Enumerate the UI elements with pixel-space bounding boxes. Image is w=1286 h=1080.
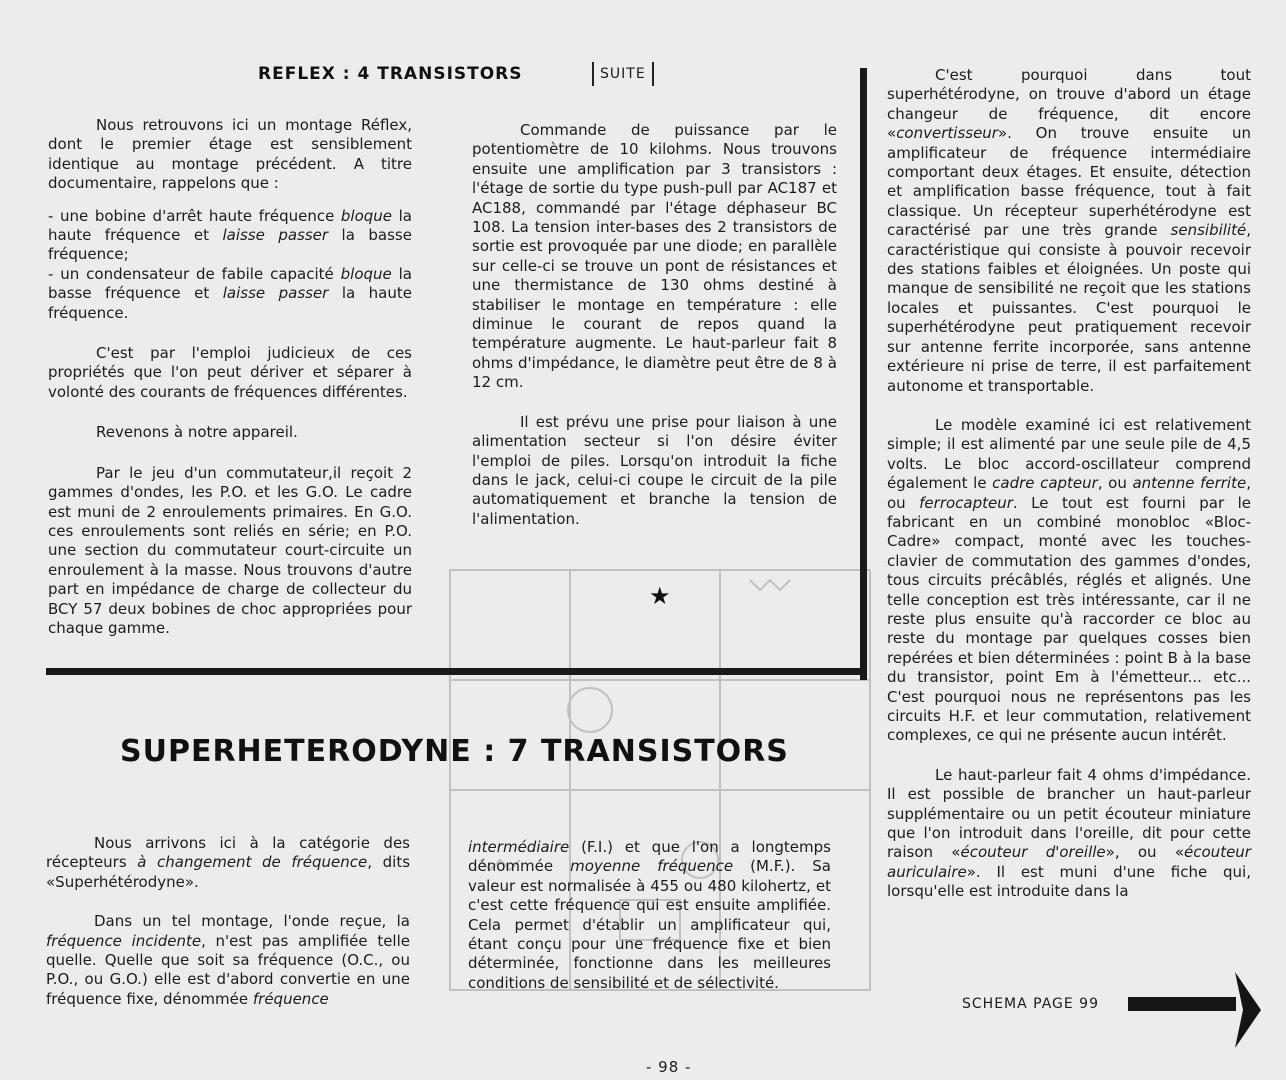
schema-page-reference: SCHEMA PAGE 99 <box>962 996 1099 1012</box>
paragraph: - une bobine d'arrêt haute fréquence bloque la haute fréquence et laisse passer la basse fréquence; <box>48 206 412 264</box>
paragraph: Nous arrivons ici à la catégorie des récepteurs à changement de fréquence, dits «Superhétérodyne». <box>46 834 411 891</box>
star-ornament: ★ <box>649 582 671 610</box>
column-4 <box>46 834 410 1022</box>
paragraph: Commande de puissance par le potentiomètre de 10 kilohms. Nous trouvons ensuite une amplification par 3 transistors : l'étage de sortie du type push-pull par AC187 et AC188, commandé par l'étage déphaseur BC 108. La tension inter-bases des 2 transistors de sortie est provoquée par une diode; en parallèle sur celle-ci se trouve un pont de résistances et une thermistance de 130 ohms destiné à stabiliser le montage en température : elle diminue le courant de repos quand la température augmente. Le haut-parleur fait 8 ohms d'impédance, le diamètre peut être de 8 à 12 cm. <box>472 121 837 392</box>
arrow-right-icon <box>1195 970 1265 1050</box>
paragraph: intermédiaire (F.I.) et que l'on a longtemps dénommée moyenne fréquence (M.F.). Sa valeur est normalisée à 455 ou 480 kilohertz, et c'est cette fréquence qui est ensuite amplifiée. Cela permet d'établir un amplificateur qui, étant conçu pour une fréquence fixe et bien déterminée, fonctionne dans les meilleures conditions de sensibilité et de sélectivité. <box>468 838 832 992</box>
column-5 <box>468 838 831 1006</box>
suite-label: SUITE <box>592 62 654 86</box>
column-1 <box>48 116 412 651</box>
paragraph: Revenons à notre appareil. <box>96 423 298 442</box>
page-number: - 98 - <box>646 1058 692 1076</box>
paragraph: Le modèle examiné ici est relativement simple; il est alimenté par une seule pile de 4,5 volts. Le bloc accord-oscillateur comprend également le cadre capteur, ou antenne ferrite, ou ferrocapteur. Le tout est fourni par le fabricant en un combiné monobloc «Bloc-Cadre» compact, monté avec les touches-clavier de commutation des gammes d'ondes, tous circuits précâblés, réglés et alignés. Une telle conception est très intéressante, car il ne reste plus ensuite qu'à raccorder ce bloc au reste du montage par quelques cosses bien repérées et bien déterminées : point B à la base du transistor, point Em à l'émetteur... etc... C'est pourquoi nous ne représentons pas les circuits H.F. et leur commutation, relativement complexes, ce qui ne présente aucun intérêt. <box>887 415 1252 745</box>
section-title: REFLEX : 4 TRANSISTORS <box>258 64 523 84</box>
section-title-superheterodyne: SUPERHETERODYNE : 7 TRANSISTORS <box>120 734 789 769</box>
box-frame-right <box>860 68 867 680</box>
paragraph: Nous retrouvons ici un montage Réflex, dont le premier étage est sensiblement identique au montage précédent. A titre documentaire, rappelons que : <box>48 116 412 193</box>
column-3 <box>887 66 1251 915</box>
paragraph: Dans un tel montage, l'onde reçue, la fréquence incidente, n'est pas amplifiée telle quelle. Quelle que soit sa fréquence (O.C., ou P.O., ou G.O.) elle est d'abord convertie en une fréquence fixe, dénommée fréquence <box>46 912 410 1008</box>
paragraph: - un condensateur de fabile capacité bloque la basse fréquence et laisse passer la haute fréquence. <box>48 264 412 322</box>
paragraph: C'est pourquoi dans tout superhétérodyne, on trouve d'abord un étage changeur de fréquence, dit encore «convertisseur». On trouve ensuite un amplificateur de fréquence intermédiaire comportant deux étages. Et ensuite, détection et amplification basse fréquence, tout à fait classique. Un récepteur superhétérodyne est caractérisé par une très grande sensibilité, caractéristique qui consiste à pouvoir recevoir des stations faibles et éloignées. Un poste qui manque de sensibilité ne reçoit que les stations locales et puissantes. C'est pourquoi le superhétérodyne peut pratiquement recevoir sur antenne ferrite incorporée, sans antenne extérieure ni prise de terre, il est parfaitement autonome et transportable. <box>887 66 1251 395</box>
paragraph: Par le jeu d'un commutateur,il reçoit 2 gammes d'ondes, les P.O. et les G.O. Le cadre est muni de 2 enroulements primaires. En G.O. ces enroulements sont reliés en série; en P.O. une section du commutateur court-circuite un enroulement à la masse. Nous trouvons d'autre part en impédance de charge de collecteur du BCY 57 deux bobines de choc appropriées pour chaque gamme. <box>48 463 412 637</box>
paragraph: C'est par l'emploi judicieux de ces propriétés que l'on peut dériver et séparer à volonté des courants de fréquences différentes. <box>48 344 412 401</box>
paragraph: Il est prévu une prise pour liaison à une alimentation secteur si l'on désire éviter l'emploi de piles. Lorsqu'on introduit la fiche dans le jack, celui-ci coupe le circuit de la pile automatiquement et branche la tension de l'alimentation. <box>472 412 837 528</box>
column-2 <box>472 121 837 542</box>
paragraph: Le haut-parleur fait 4 ohms d'impédance. Il est possible de brancher un haut-parleur supplémentaire ou un petit écouteur miniature que l'on introduit dans l'oreille, dit pour cette raison «écouteur d'oreille», ou «écouteur auriculaire». Il est muni d'une fiche qui, lorsqu'elle est introduite dans la <box>887 765 1251 901</box>
box-frame-bottom <box>46 668 867 675</box>
